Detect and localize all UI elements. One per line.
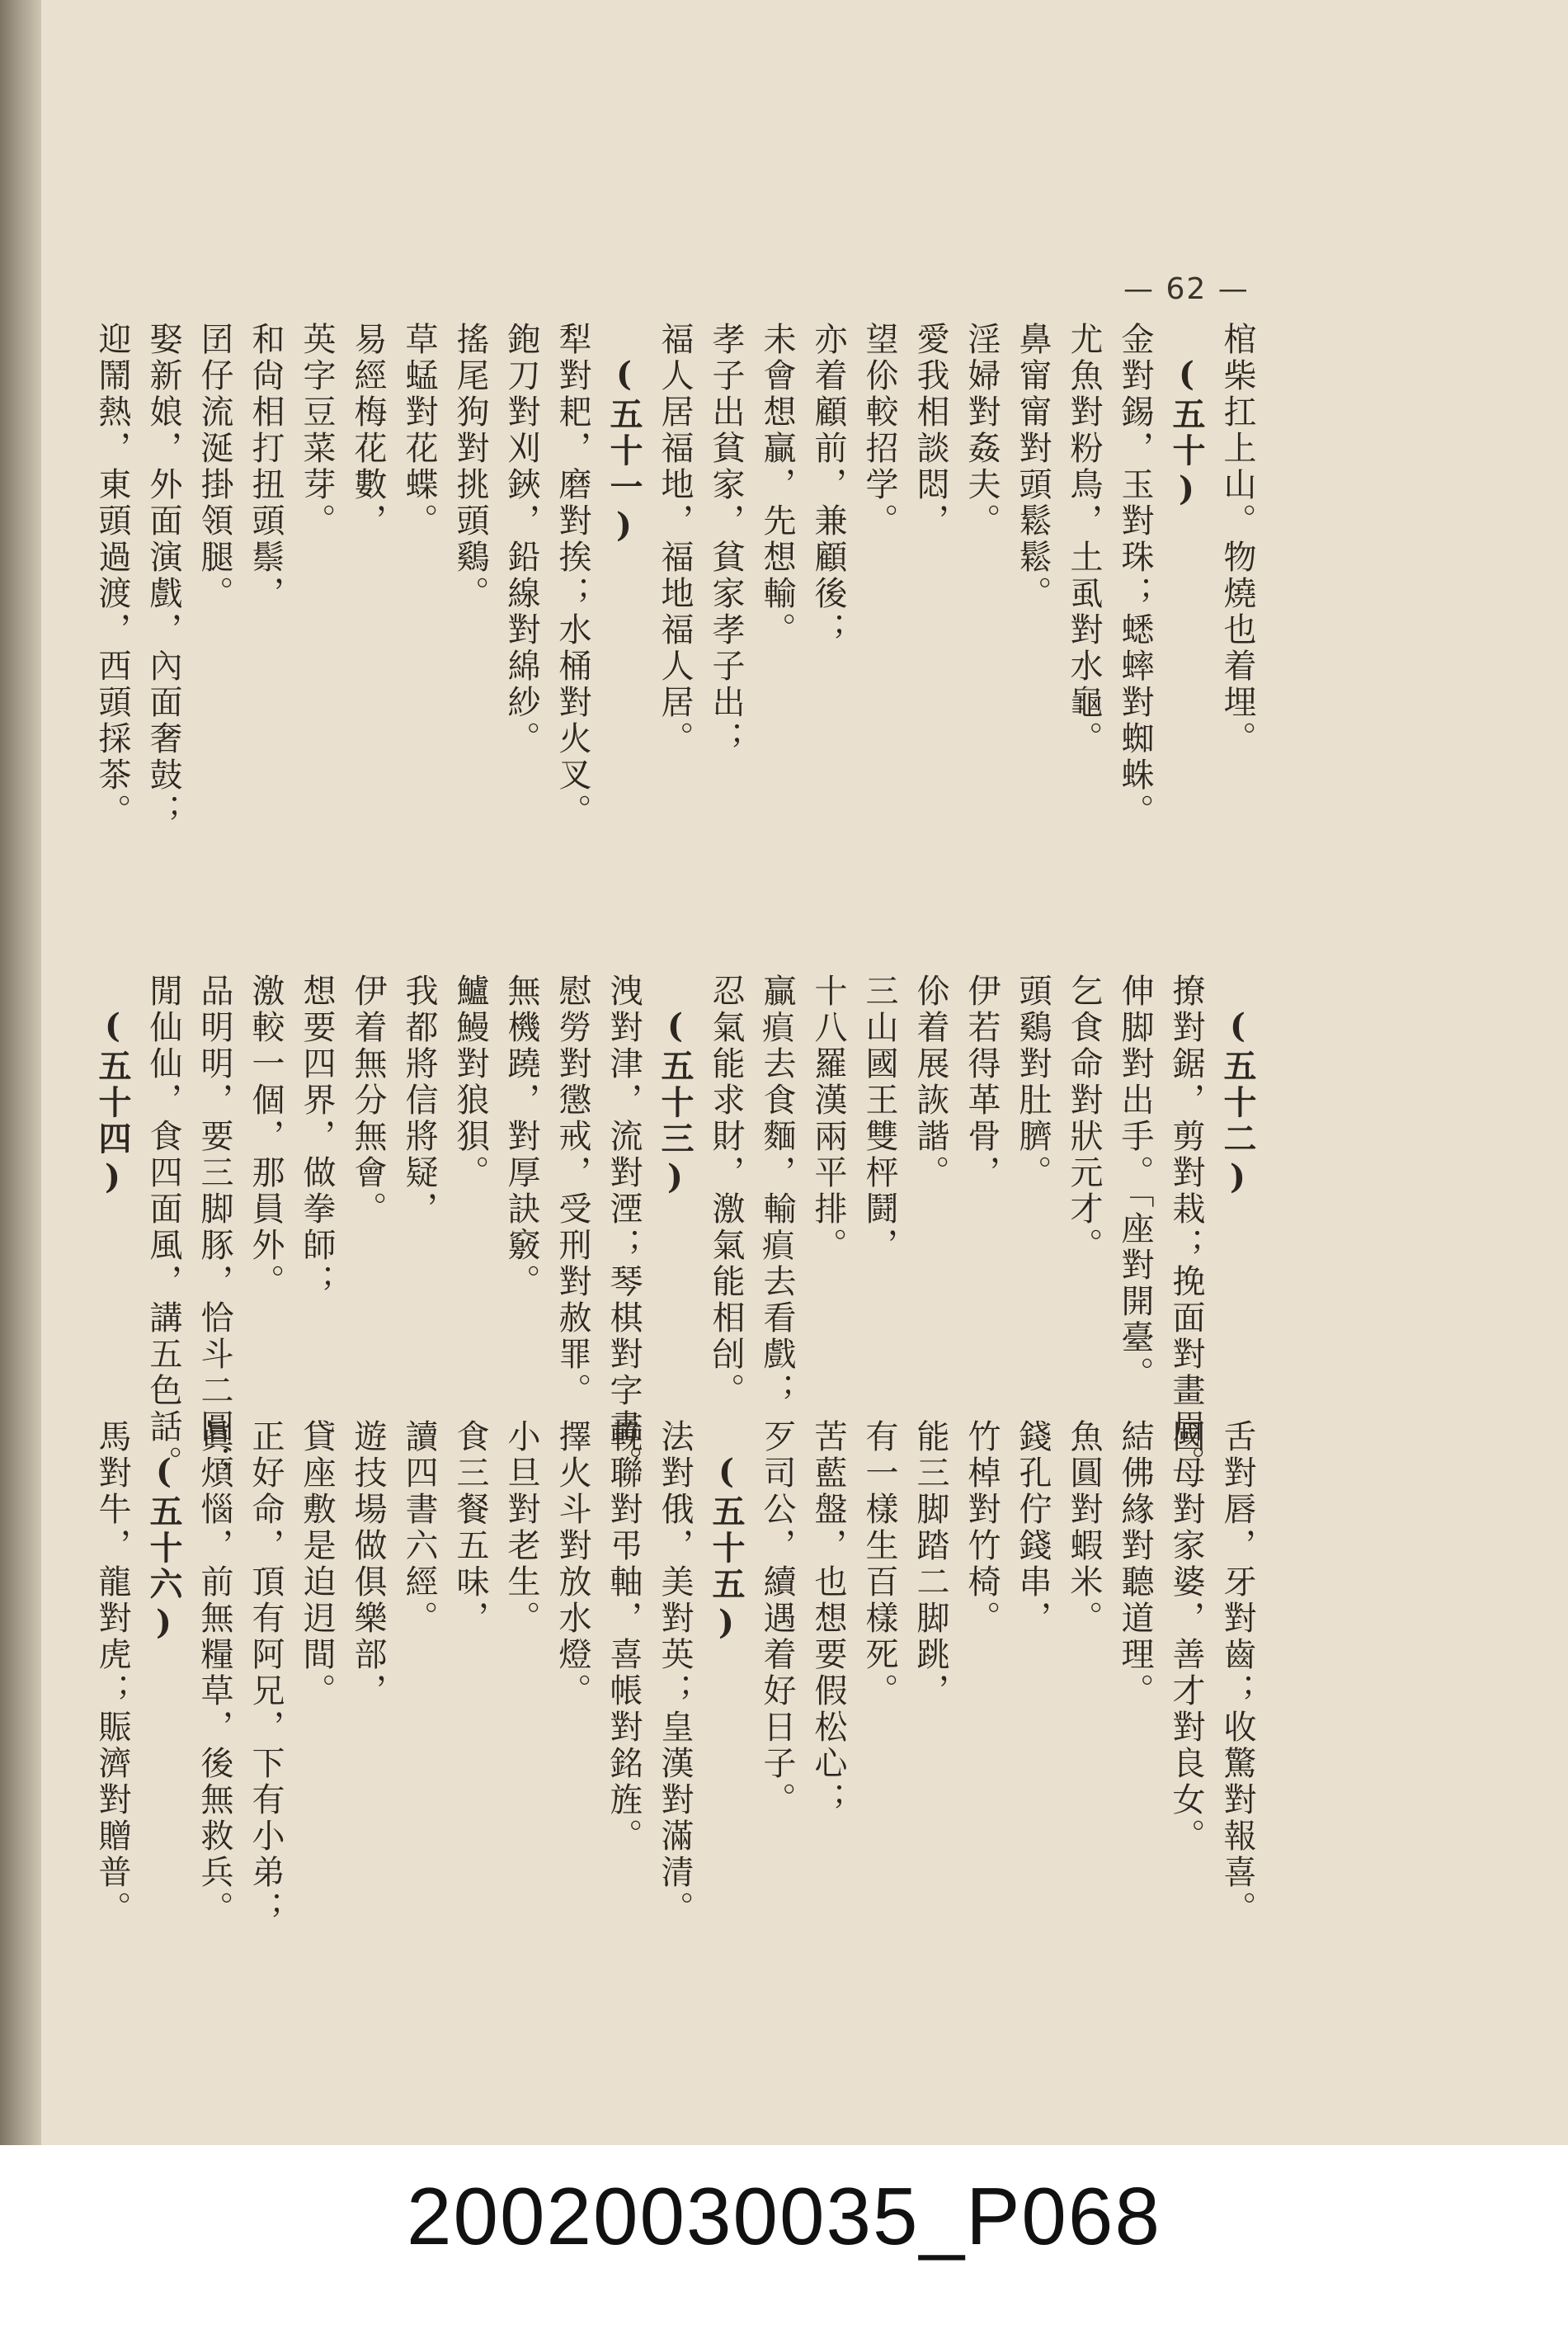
text-line: 贏𤸫去食麵，輸𤸫去看戲； xyxy=(758,974,796,1409)
text-line: 囝仔流涎掛領腿。 xyxy=(195,322,233,612)
text-line: 貸座敷是迫迌間。 xyxy=(298,1419,336,1709)
text-line: 三山國王雙枰鬪， xyxy=(860,974,898,1264)
text-line: 鉋刀對刈鋏，鉛線對綿紗。 xyxy=(502,322,540,757)
text-line: 鱸鰻對狼狽。 xyxy=(451,974,489,1191)
text-line: 擇火斗對放水燈。 xyxy=(553,1419,591,1709)
text-line: 結佛緣對聽道理。 xyxy=(1116,1419,1154,1709)
text-line: 苦藍盤，也想要假松心； xyxy=(809,1419,847,1818)
text-line: 我都將信將疑， xyxy=(400,974,438,1228)
book-gutter xyxy=(0,0,41,2145)
text-line: 馬對牛，龍對虎；賑濟對贈普。 xyxy=(93,1419,131,1927)
text-line: 草蜢對花蝶。 xyxy=(400,322,438,540)
text-line: 和尙相打扭頭鬃， xyxy=(247,322,285,612)
section-heading: (五十二) xyxy=(1218,1007,1257,1200)
text-line: 正好命，頂有阿兄，下有小弟； xyxy=(247,1419,285,1927)
text-line: 未會想贏，先想輸。 xyxy=(758,322,796,648)
text-line: 有一樣生百樣死。 xyxy=(860,1419,898,1709)
text-line: 國母對家婆，善才對良女。 xyxy=(1167,1419,1205,1855)
text-line: 孝子出貧家，貧家孝子出； xyxy=(707,322,745,757)
text-line: 閒仙仙，食四面風，講五色話。 xyxy=(144,974,182,1482)
section-heading: (五十六) xyxy=(144,1452,183,1645)
section-heading: (五十) xyxy=(1167,355,1206,512)
text-line: 錢孔佇錢串， xyxy=(1014,1419,1052,1637)
text-line: 能三脚踏二脚跳， xyxy=(911,1419,949,1709)
text-line: 舌對唇，牙對齒；收驚對報喜。 xyxy=(1218,1419,1256,1927)
text-line: 犁對耙，磨對挨；水桶對火叉。 xyxy=(553,322,591,830)
text-line: 鼻甯甯對頭鬆鬆。 xyxy=(1014,322,1052,612)
image-caption: 20020030035_P068 xyxy=(407,2171,1161,2261)
text-line: 迎鬧熱，東頭過渡，西頭採茶。 xyxy=(93,322,131,830)
text-line: 洩對津，流對湮；琴棋對字畫。 xyxy=(605,974,643,1482)
text-line: 竹棹對竹椅。 xyxy=(963,1419,1001,1637)
text-line: 撩對鋸，剪對栽；挽面對畫眉。 xyxy=(1167,974,1205,1482)
text-line: 頭鷄對肚臍。 xyxy=(1014,974,1052,1191)
text-line: 金對錫，玉對珠；蟋蟀對蜘蛛。 xyxy=(1116,322,1154,830)
text-line: 讀四書六經。 xyxy=(400,1419,438,1637)
text-line: 乞食命對狀元才。 xyxy=(1065,974,1103,1264)
text-line: 亦着顧前，兼顧後； xyxy=(809,322,847,648)
text-line: 愛我相談悶， xyxy=(911,322,949,540)
text-line: 食三餐五味， xyxy=(451,1419,489,1637)
text-line: 尤魚對粉鳥，土虱對水龜。 xyxy=(1065,322,1103,757)
text-line: 伱着展詼諧。 xyxy=(911,974,949,1191)
text-line: 淫婦對姦夫。 xyxy=(963,322,1001,540)
text-line: 輓聯對弔軸，喜帳對銘旌。 xyxy=(605,1419,643,1855)
text-line: 易經梅花數， xyxy=(349,322,387,540)
text-line: 小旦對老生。 xyxy=(502,1419,540,1637)
text-line: 想要四界，做拳師； xyxy=(298,974,336,1300)
text-line: 品明明，要三脚豚，恰斗二圓； xyxy=(195,974,233,1482)
text-line: 激較一個，那員外。 xyxy=(247,974,285,1300)
text-line: 魚圓對蝦米。 xyxy=(1065,1419,1103,1637)
text-line: 伊若得革骨， xyxy=(963,974,1001,1191)
text-line: 英字豆菜芽。 xyxy=(298,322,336,540)
text-line: 福人居福地，福地福人居。 xyxy=(656,322,694,757)
page-number: — 62 — xyxy=(1123,272,1250,306)
text-line: 無機蹺，對厚訣竅。 xyxy=(502,974,540,1300)
section-heading: (五十四) xyxy=(93,1007,132,1200)
text-line: 慰勞對懲戒，受刑對赦罪。 xyxy=(553,974,591,1409)
section-heading: (五十三) xyxy=(656,1007,695,1200)
text-line: 遊技場做俱樂部， xyxy=(349,1419,387,1709)
text-line: 眞煩惱，前無糧草，後無救兵。 xyxy=(195,1419,233,1927)
text-line: 搖尾狗對挑頭鷄。 xyxy=(451,322,489,612)
text-line: 棺柴扛上山。物燒也着埋。 xyxy=(1218,322,1256,757)
text-line: 十八羅漢兩平排。 xyxy=(809,974,847,1264)
text-line: 伸脚對出手。「座對開臺。 xyxy=(1116,974,1154,1393)
text-line: 忍氣能求財，激氣能相刣。 xyxy=(707,974,745,1409)
text-line: 法對俄，美對英；皇漢對滿清。 xyxy=(656,1419,694,1927)
section-heading: (五十一) xyxy=(605,355,643,548)
text-line: 娶新娘，外面演戲，內面奢鼓； xyxy=(144,322,182,830)
text-line: 伊着無分無會。 xyxy=(349,974,387,1228)
section-heading: (五十五) xyxy=(707,1452,746,1645)
text-line: 望伱較招学。 xyxy=(860,322,898,540)
text-line: 歹司公，續遇着好日子。 xyxy=(758,1419,796,1818)
